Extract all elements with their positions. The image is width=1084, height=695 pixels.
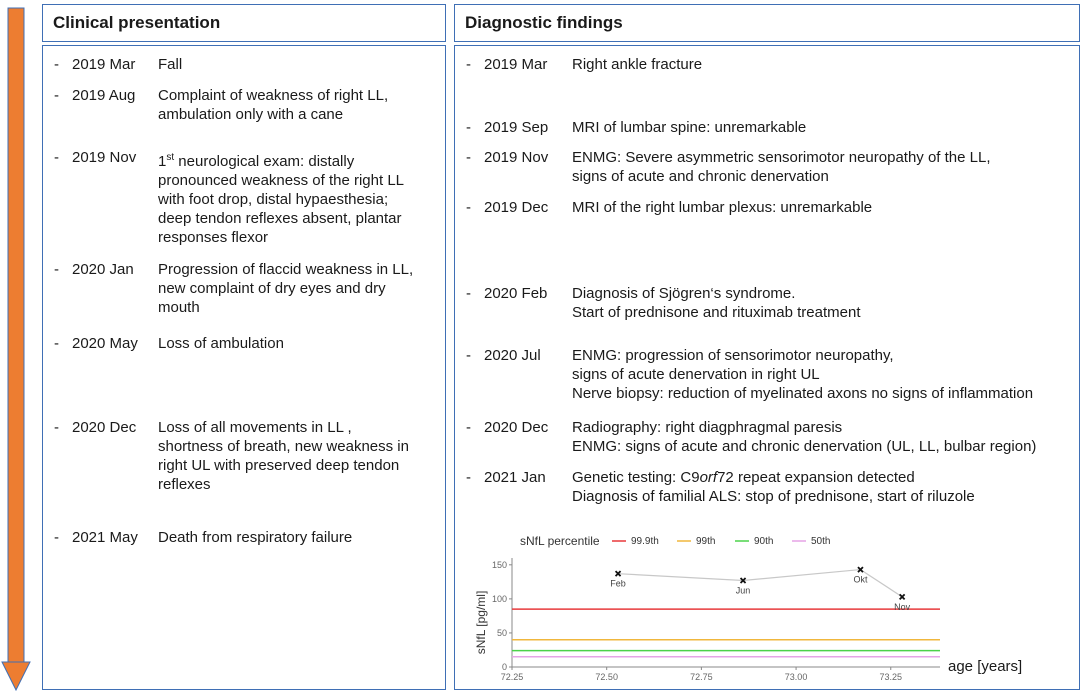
clinical-entry <box>54 86 439 124</box>
bullet-dash: - <box>54 261 59 278</box>
clinical-entry <box>54 528 439 547</box>
entry-text <box>572 118 806 137</box>
entry-line: Start of prednisone and rituximab treatment <box>572 304 861 321</box>
y-axis-label: sNfL [pg/ml] <box>474 590 488 655</box>
clinical-presentation-header <box>42 4 446 42</box>
entry-text <box>572 55 702 74</box>
entry-text <box>158 55 182 74</box>
bullet-dash: - <box>466 469 471 486</box>
entry-text <box>572 418 1036 456</box>
entry-line: mouth <box>158 299 200 316</box>
timeline-arrow <box>0 0 40 695</box>
entry-line: shortness of breath, new weakness in <box>158 438 409 455</box>
entry-line: reflexes <box>158 476 211 493</box>
entry-line: new complaint of dry eyes and dry <box>158 280 386 297</box>
entry-text <box>158 148 404 247</box>
diagnostic-findings-title: Diagnostic findings <box>465 13 623 32</box>
entry-date: 2021 Jan <box>484 469 546 486</box>
bullet-dash: - <box>54 87 59 104</box>
diagnostic-entry <box>466 418 1076 456</box>
bullet-dash: - <box>466 347 471 364</box>
entry-date: 2021 May <box>72 529 138 546</box>
x-axis-label: age [years] <box>948 658 1023 675</box>
entry-line: Diagnosis of Sjögren‘s syndrome. <box>572 285 796 302</box>
clinical-entry <box>54 55 439 74</box>
arrow-head <box>2 662 30 690</box>
entry-line: ENMG: signs of acute and chronic denervation (UL, LL, bulbar region) <box>572 438 1037 455</box>
entry-text <box>158 418 409 494</box>
entry-line: Complaint of weakness of right LL, <box>158 87 389 104</box>
x-tick-label: 72.25 <box>500 672 524 682</box>
entry-date: 2020 May <box>72 335 138 352</box>
diagnostic-entry <box>466 55 1076 74</box>
entry-text <box>158 334 284 353</box>
clinical-entry <box>54 260 439 317</box>
entry-text <box>572 346 1033 403</box>
clinical-entry <box>54 148 439 246</box>
bullet-dash: - <box>54 529 59 546</box>
clinical-entry <box>54 418 439 494</box>
clinical-entry <box>54 334 439 353</box>
bullet-dash: - <box>54 56 59 73</box>
diagnostic-entry <box>466 118 1076 137</box>
entry-text <box>158 86 388 124</box>
y-tick-label: 150 <box>491 559 507 570</box>
entry-text <box>572 284 861 322</box>
entry-text <box>158 260 413 317</box>
diagnostic-entry <box>466 346 1076 403</box>
bullet-dash: - <box>466 119 471 136</box>
entry-line: 1st neurological exam: distally <box>158 152 355 170</box>
entry-date: 2019 Nov <box>484 149 549 166</box>
bullet-dash: - <box>466 56 471 73</box>
entry-date: 2020 Jan <box>72 261 134 278</box>
bullet-dash: - <box>466 149 471 166</box>
entry-text <box>572 468 975 506</box>
bullet-dash: - <box>466 285 471 302</box>
legend-label: 50th <box>811 536 831 547</box>
data-label: Nov <box>894 601 911 612</box>
bullet-dash: - <box>466 419 471 436</box>
entry-text <box>158 528 352 547</box>
entry-line: Radiography: right diagphragmal paresis <box>572 419 843 436</box>
clinical-presentation-panel <box>42 45 446 690</box>
entry-line: ambulation only with a cane <box>158 106 344 123</box>
entry-line: Nerve biopsy: reduction of myelinated axons no signs of inflammation <box>572 385 1034 402</box>
entry-date: 2020 Feb <box>484 285 548 302</box>
entry-line: Genetic testing: C9orf72 repeat expansion detected <box>572 469 915 486</box>
arrow-shaft <box>8 8 24 663</box>
entry-line: Right ankle fracture <box>572 56 703 73</box>
entry-date: 2019 Nov <box>72 149 137 166</box>
entry-text <box>572 148 991 186</box>
entry-date: 2020 Dec <box>484 419 549 436</box>
entry-date: 2019 Mar <box>72 56 136 73</box>
bullet-dash: - <box>54 335 59 352</box>
entry-line: responses flexor <box>158 229 269 246</box>
x-tick-label: 72.75 <box>690 672 713 682</box>
bullet-dash: - <box>54 419 59 436</box>
entry-line: pronounced weakness of the right LL <box>158 172 404 189</box>
entry-line: Death from respiratory failure <box>158 529 353 546</box>
legend-title: sNfL percentile <box>520 534 600 548</box>
diagnostic-entry <box>466 148 1076 186</box>
data-label: Okt <box>853 574 868 585</box>
y-tick-label: 50 <box>496 627 507 638</box>
entry-line: ENMG: progression of sensorimotor neuropathy, <box>572 347 894 364</box>
bullet-dash: - <box>466 199 471 216</box>
entry-line: Progression of flaccid weakness in LL, <box>158 261 414 278</box>
snfl-chart <box>472 528 1072 693</box>
entry-line: Fall <box>158 56 183 73</box>
entry-line: right UL with preserved deep tendon <box>158 457 400 474</box>
data-label: Jun <box>735 585 751 596</box>
legend-label: 99th <box>696 536 716 547</box>
entry-line: MRI of lumbar spine: unremarkable <box>572 119 807 136</box>
entry-line: Loss of ambulation <box>158 335 284 352</box>
x-tick-label: 72.50 <box>595 672 618 682</box>
entry-date: 2020 Jul <box>484 347 541 364</box>
entry-date: 2019 Mar <box>484 56 548 73</box>
entry-line: with foot drop, distal hypaesthesia; <box>158 191 389 208</box>
diagnostic-findings-header <box>454 4 1080 42</box>
entry-line: MRI of the right lumbar plexus: unremarkable <box>572 199 873 216</box>
entry-date: 2019 Dec <box>484 199 549 216</box>
legend-label: 99.9th <box>631 536 659 547</box>
diagnostic-entry <box>466 198 1076 217</box>
entry-line: Diagnosis of familial ALS: stop of prednisone, start of riluzole <box>572 488 975 505</box>
data-label: Feb <box>610 578 626 589</box>
x-tick-label: 73.00 <box>784 672 808 682</box>
y-tick-label: 0 <box>501 662 507 672</box>
clinical-presentation-title: Clinical presentation <box>53 13 221 32</box>
entry-line: signs of acute denervation in right UL <box>572 366 820 383</box>
legend-label: 90th <box>754 536 774 547</box>
entry-line: ENMG: Severe asymmetric sensorimotor neuropathy of the LL, <box>572 149 991 166</box>
entry-line: deep tendon reflexes absent, plantar <box>158 210 402 227</box>
x-tick-label: 73.25 <box>879 672 903 682</box>
y-tick-label: 100 <box>491 593 507 604</box>
entry-date: 2019 Aug <box>72 87 136 104</box>
diagnostic-entry <box>466 284 1076 322</box>
entry-date: 2020 Dec <box>72 419 137 436</box>
entry-line: Loss of all movements in LL , <box>158 419 352 436</box>
bullet-dash: - <box>54 149 59 166</box>
entry-line: signs of acute and chronic denervation <box>572 168 829 185</box>
data-point <box>900 594 905 599</box>
diagnostic-entry <box>466 468 1076 506</box>
entry-date: 2019 Sep <box>484 119 549 136</box>
entry-text <box>572 198 872 217</box>
